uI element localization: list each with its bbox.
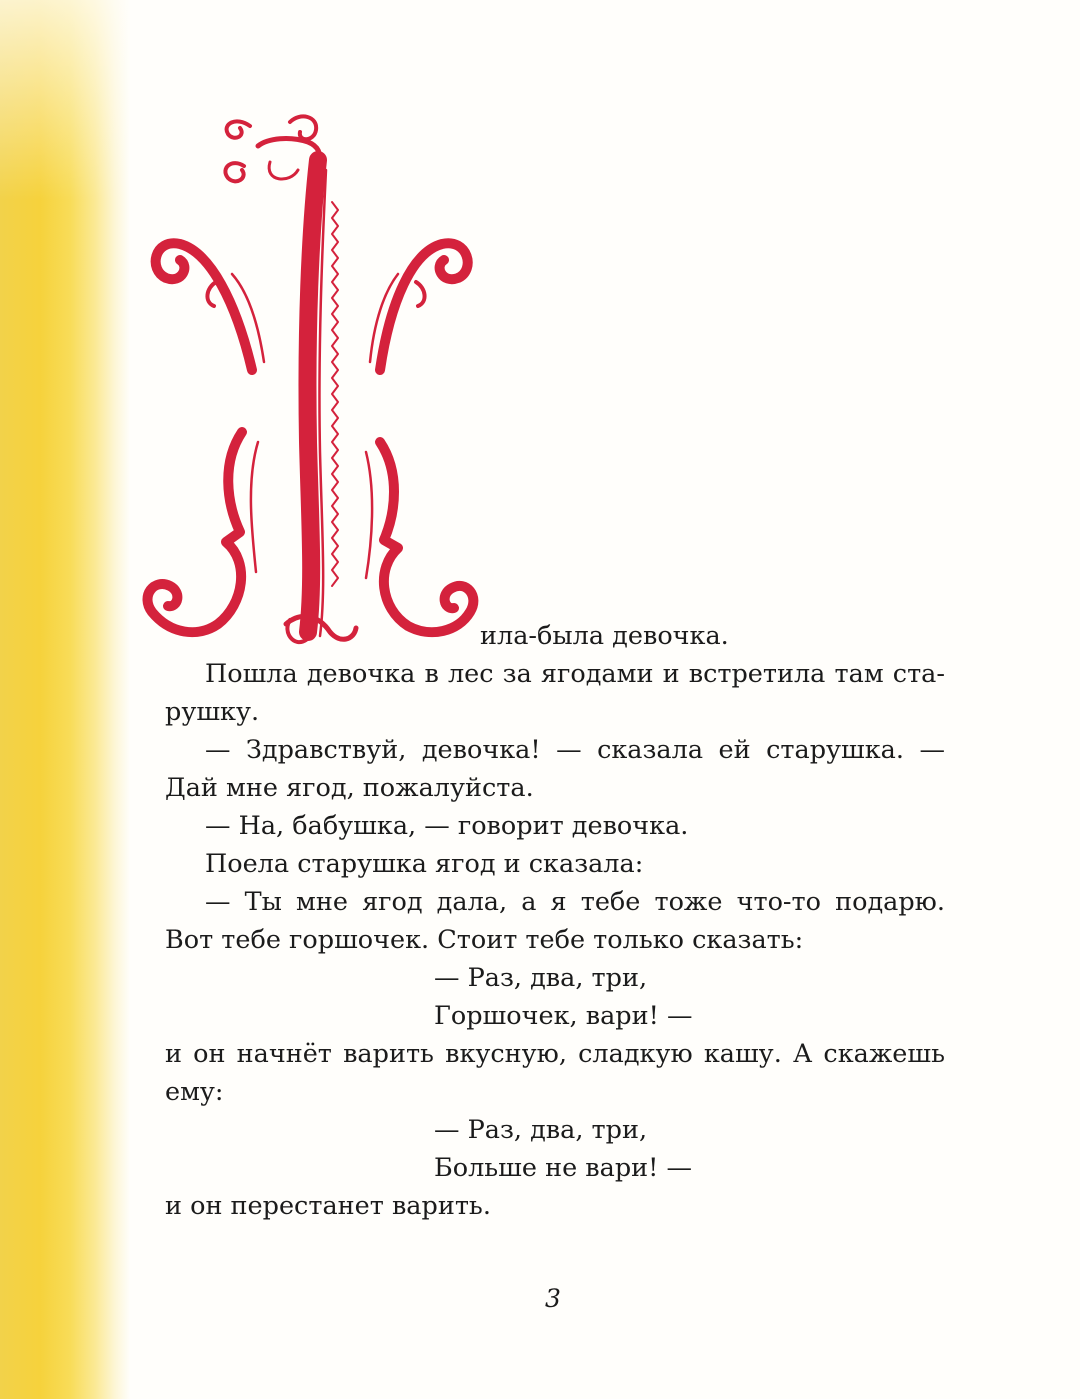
text-line-5: Дай мне ягод, пожалуйста. [165, 773, 534, 803]
text-line-12: и он перестанет варить. [165, 1191, 491, 1221]
page-number: 3 [545, 1284, 561, 1313]
gutter-fade [0, 0, 130, 200]
verse-line-3: — Раз, два, три, [434, 1115, 648, 1145]
text-line-2: Пошла девочка в лес за ягодами и встретила там ста- [205, 659, 945, 689]
text-line-4: — Здравствуй, девочка! — сказала ей старушка. — [205, 735, 945, 765]
text-line-7: Поела старушка ягод и сказала: [205, 849, 644, 879]
verse-line-4: Больше не вари! — [434, 1153, 693, 1183]
text-line-6: — На, бабушка, — говорит девочка. [205, 811, 689, 841]
yellow-gutter-stripe [0, 0, 130, 1399]
verse-line-2: Горшочек, вари! — [434, 1001, 693, 1031]
text-line-3: рушку. [165, 697, 260, 727]
text-line-1: ила-была девочка. [480, 621, 729, 651]
ornamental-initial-zhe [140, 112, 490, 660]
text-line-8: — Ты мне ягод дала, а я тебе тоже что-то подарю. [205, 887, 945, 917]
text-line-10: и он начнёт варить вкусную, сладкую кашу. А скажешь [165, 1039, 945, 1069]
text-line-9: Вот тебе горшочек. Стоит тебе только сказать: [165, 925, 804, 955]
text-line-11: ему: [165, 1077, 224, 1107]
verse-line-1: — Раз, два, три, [434, 963, 648, 993]
